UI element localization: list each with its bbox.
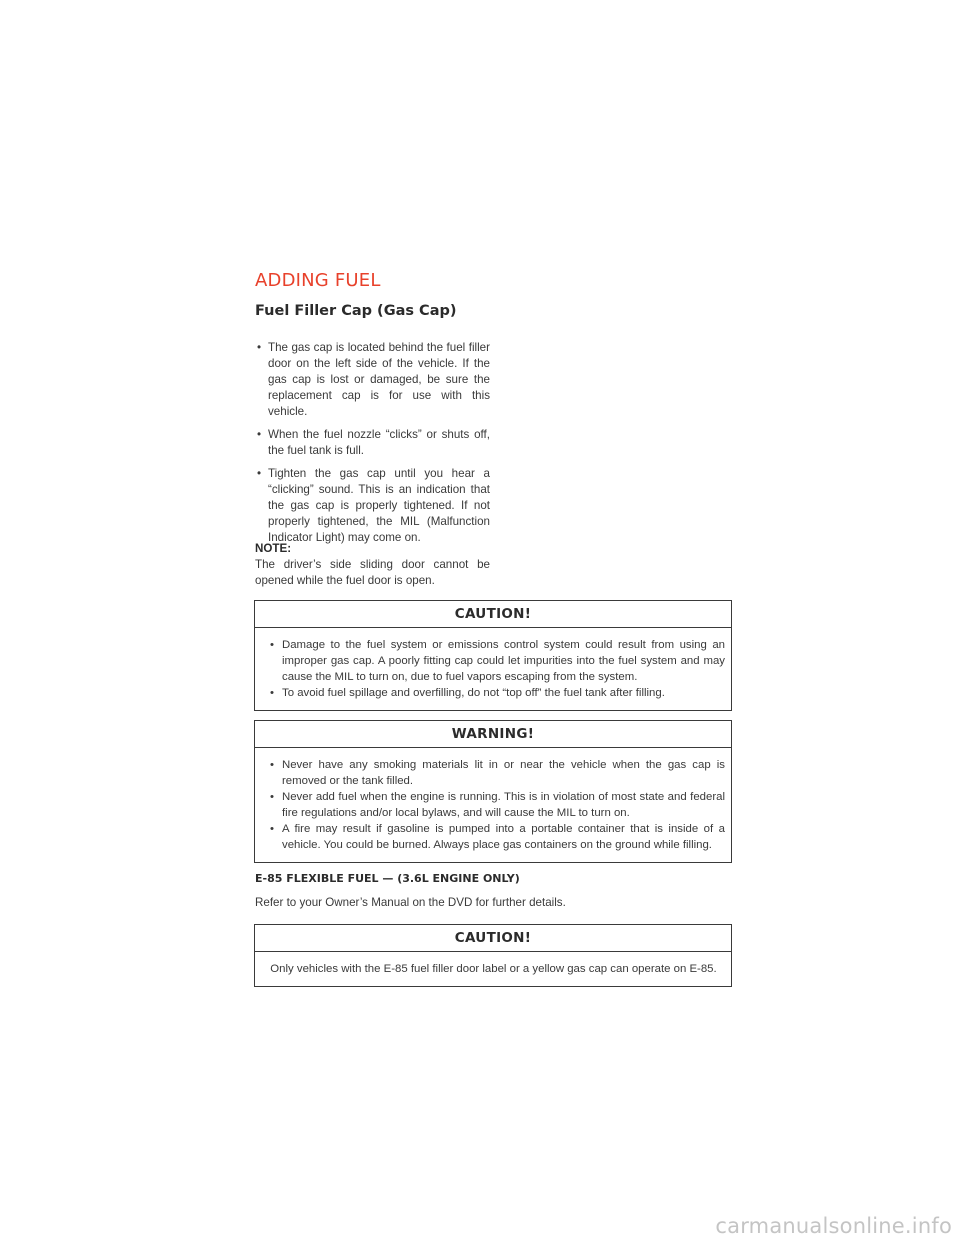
- caution-item: • Damage to the fuel system or emissions control system could result from using an improper gas cap. A poorly fitting cap could let impurities into the fuel system and may cause the MIL to turn on, due to fuel vapors escaping from the system.: [262, 637, 725, 685]
- watermark-text: carmanualsonline.info: [715, 1214, 952, 1238]
- warning-box-body: [255, 748, 731, 862]
- warning-item: • Never have any smoking materials lit in or near the vehicle when the gas cap is removed or the tank filled.: [262, 757, 725, 789]
- note-block: [255, 541, 490, 589]
- bullet-item: • When the fuel nozzle “clicks” or shuts off, the fuel tank is full.: [255, 427, 490, 459]
- caution-box-body: [255, 952, 731, 986]
- caution-box-gas-cap: [254, 600, 732, 711]
- bullet-item: • Tighten the gas cap until you hear a “clicking” sound. This is an indication that the gas cap is properly tightened. If not properly tightened, the MIL (Malfunction Indicator Light) may come on.: [255, 466, 490, 546]
- e85-heading: E-85 FLEXIBLE FUEL — (3.6L ENGINE ONLY): [255, 872, 520, 885]
- caution-box-title: CAUTION!: [255, 601, 731, 628]
- e85-text: Refer to your Owner’s Manual on the DVD for further details.: [255, 896, 566, 909]
- caution-box-title: CAUTION!: [255, 925, 731, 952]
- subsection-title: Fuel Filler Cap (Gas Cap): [255, 303, 457, 319]
- warning-list: [262, 757, 725, 853]
- caution-item: • To avoid fuel spillage and overfilling, do not “top off” the fuel tank after filling.: [262, 685, 725, 701]
- caution-box-e85: [254, 924, 732, 987]
- warning-box-title: WARNING!: [255, 721, 731, 748]
- warning-box: [254, 720, 732, 863]
- gas-cap-bullet-list: [255, 340, 490, 553]
- bullet-item: • The gas cap is located behind the fuel filler door on the left side of the vehicle. If the gas cap is lost or damaged, be sure the replacement cap is for use with this vehicle.: [255, 340, 490, 420]
- note-label: NOTE:: [255, 542, 292, 555]
- warning-item: • A fire may result if gasoline is pumped into a portable container that is inside of a vehicle. You could be burned. Always place gas containers on the ground while filling.: [262, 821, 725, 853]
- section-title: ADDING FUEL: [255, 270, 381, 291]
- warning-item: • Never add fuel when the engine is running. This is in violation of most state and federal fire regulations and/or local bylaws, and will cause the MIL to turn on.: [262, 789, 725, 821]
- caution-text: Only vehicles with the E-85 fuel filler door label or a yellow gas cap can operate on E-85.: [270, 963, 717, 975]
- caution-list: [262, 637, 725, 701]
- caution-box-body: [255, 628, 731, 710]
- note-text: The driver’s side sliding door cannot be opened while the fuel door is open.: [255, 558, 490, 587]
